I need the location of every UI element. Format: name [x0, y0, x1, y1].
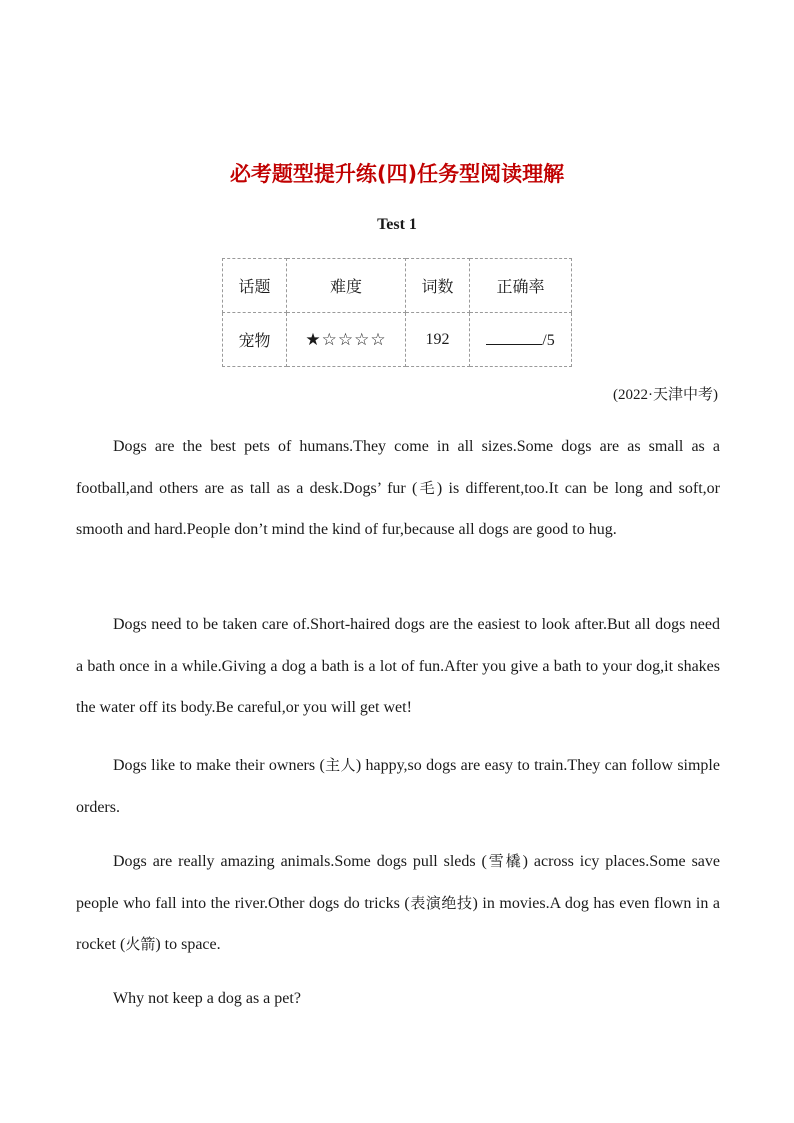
- p4-text-g: ) to space.: [155, 936, 221, 953]
- paragraph-4: [76, 841, 720, 966]
- header-difficulty: 难度: [287, 259, 406, 313]
- paragraph-3: [76, 745, 720, 828]
- header-topic: 话题: [223, 259, 287, 313]
- p4-text-e: ) in movies.A dog has even flown in a rocket (: [76, 894, 720, 953]
- info-table: [222, 258, 572, 367]
- p2-text: Dogs need to be taken care of.Short-haired dogs are the easiest to look after.But all dogs need a bath once in a while.Giving a dog a bath is a lot of fun.After you give a bath to your dog,it shakes the water off its body.Be careful,or you will get wet!: [76, 616, 720, 716]
- p1-text-c: ) is different,too.It can be long and soft,or smooth and hard.People don’t mind the kind of fur,because all dogs are good to hug.: [76, 479, 720, 538]
- paragraph-5: [76, 978, 720, 1020]
- p1-gloss: 毛: [417, 478, 437, 497]
- p5-text: Why not keep a dog as a pet?: [113, 990, 301, 1007]
- source-note: [613, 383, 718, 404]
- cell-word-count: 192: [406, 313, 470, 367]
- header-word-count: 词数: [406, 259, 470, 313]
- cell-topic: 宠物: [223, 313, 287, 367]
- p4-text-a: Dogs are really amazing animals.Some dogs pull sleds (: [113, 853, 487, 870]
- source-text: (2022·天津中考): [613, 387, 718, 403]
- p3-gloss: 主人: [324, 756, 356, 774]
- p4-text-c: ) across icy places.Some save people who fall into the river.Other dogs do tricks (: [76, 853, 720, 912]
- header-accuracy: 正确率: [470, 259, 572, 313]
- test-subtitle: Test 1: [377, 216, 417, 233]
- p4-gloss-2: 表演绝技: [409, 893, 473, 912]
- page-title: 必考题型提升练(四)任务型阅读理解: [229, 162, 565, 186]
- p3-text-a: Dogs like to make their owners (: [113, 757, 325, 774]
- p4-gloss-3: 火箭: [125, 935, 156, 953]
- p3-text-c: ) happy,so dogs are easy to train.They can follow simple orders.: [76, 757, 720, 816]
- table-row: [223, 313, 572, 367]
- accuracy-total: /5: [542, 331, 555, 349]
- p1-text-a: Dogs are the best pets of humans.They come in all sizes.Some dogs are as small as a football,and others are as tall as a desk.Dogs’ fur (: [76, 438, 720, 497]
- cell-difficulty: [287, 313, 406, 367]
- table-header-row: [223, 259, 572, 313]
- p4-gloss-1: 雪橇: [486, 852, 523, 870]
- difficulty-stars: ★☆☆☆☆: [305, 329, 387, 350]
- paragraph-2: [76, 604, 720, 729]
- cell-accuracy: [470, 313, 572, 367]
- paragraph-1: [76, 426, 720, 551]
- answer-blank: [486, 330, 542, 345]
